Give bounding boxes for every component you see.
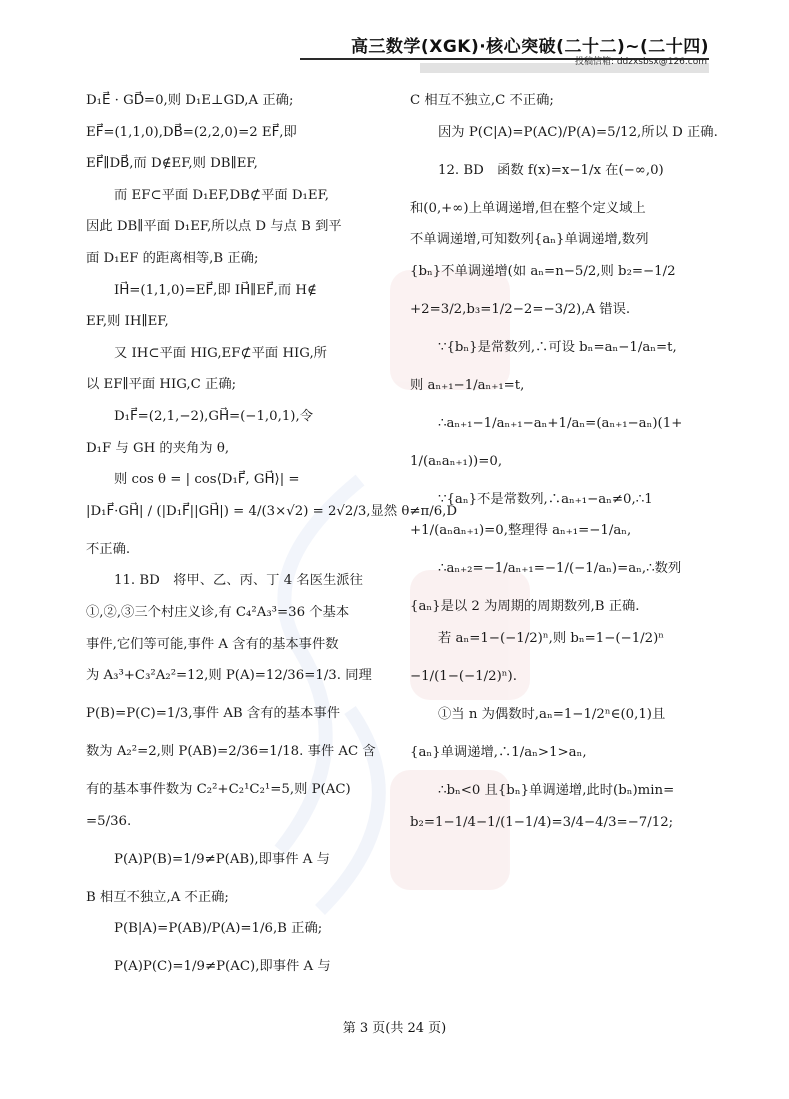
text-line: P(A)P(B)=1/9≠P(AB),即事件 A 与 bbox=[114, 851, 330, 867]
text-line: 11. BD 将甲、乙、丙、丁 4 名医生派往 bbox=[114, 573, 363, 589]
text-line: ∴aₙ₊₁−1/aₙ₊₁−aₙ+1/aₙ=(aₙ₊₁−aₙ)(1+ bbox=[438, 415, 683, 431]
text-line: 12. BD 函数 f(x)=x−1/x 在(−∞,0) bbox=[438, 162, 664, 178]
text-line: D₁F⃗=(2,1,−2),GH⃗=(−1,0,1),令 bbox=[114, 408, 313, 424]
text-line: ∴bₙ<0 且{bₙ}单调递增,此时(bₙ)min= bbox=[438, 782, 675, 798]
text-line: =5/36. bbox=[86, 813, 132, 829]
text-line: 若 aₙ=1−(−1/2)ⁿ,则 bₙ=1−(−1/2)ⁿ bbox=[438, 630, 665, 646]
text-line: 为 A₃³+C₃²A₂²=12,则 P(A)=12/36=1/3. 同理 bbox=[86, 668, 372, 684]
text-line: ∵{bₙ}是常数列,∴可设 bₙ=aₙ−1/aₙ=t, bbox=[438, 339, 677, 355]
text-line: P(A)P(C)=1/9≠P(AC),即事件 A 与 bbox=[114, 959, 331, 975]
text-line: IH⃗=(1,1,0)=EF⃗,即 IH⃗∥EF⃗,而 H∉ bbox=[114, 282, 317, 298]
text-line: 又 IH⊂平面 HIG,EF⊄平面 HIG,所 bbox=[114, 345, 327, 361]
text-line: +1/(aₙaₙ₊₁)=0,整理得 aₙ₊₁=−1/aₙ, bbox=[410, 523, 632, 539]
text-line: |D₁F⃗·GH⃗| / (|D₁F⃗||GH⃗|) = 4/(3×√2) = 2√2/3,显然 θ≠π/6,D bbox=[86, 503, 458, 519]
text-line: −1/(1−(−1/2)ⁿ). bbox=[410, 668, 517, 684]
text-line: 事件,它们等可能,事件 A 含有的基本事件数 bbox=[86, 636, 339, 652]
text-line: {aₙ}单调递增,∴1/aₙ>1>aₙ, bbox=[410, 744, 587, 760]
text-line: ①,②,③三个村庄义诊,有 C₄²A₃³=36 个基本 bbox=[86, 604, 350, 620]
text-line: 和(0,+∞)上单调递增,但在整个定义域上 bbox=[410, 200, 646, 216]
header-email: 投稿信箱: ddzxsbsx@126.com bbox=[574, 57, 707, 67]
text-line: ∵{aₙ}不是常数列,∴aₙ₊₁−aₙ≠0,∴1 bbox=[438, 491, 653, 507]
text-line: B 相互不独立,A 不正确; bbox=[86, 889, 229, 905]
text-line: P(B|A)=P(AB)/P(A)=1/6,B 正确; bbox=[114, 921, 323, 937]
text-line: 不正确. bbox=[86, 541, 131, 557]
text-line: ∴aₙ₊₂=−1/aₙ₊₁=−1/(−1/aₙ)=aₙ,∴数列 bbox=[438, 561, 682, 577]
header-title: 高三数学(XGK)·核心突破(二十二)~(二十四) bbox=[350, 37, 709, 57]
right-column bbox=[410, 92, 718, 845]
text-line: +2=3/2,b₃=1/2−2=−3/2),A 错误. bbox=[410, 301, 631, 317]
text-line: P(B)=P(C)=1/3,事件 AB 含有的基本事件 bbox=[86, 706, 340, 722]
text-line: 不单调递增,可知数列{aₙ}单调递增,数列 bbox=[410, 232, 649, 248]
text-line: 以 EF∥平面 HIG,C 正确; bbox=[86, 377, 237, 393]
text-line: EF,则 IH∥EF, bbox=[86, 314, 169, 330]
text-line: D₁E⃗ · GD⃗=0,则 D₁E⊥GD,A 正确; bbox=[86, 93, 294, 108]
text-line: b₂=1−1/4−1/(1−1/4)=3/4−4/3=−7/12; bbox=[410, 814, 674, 830]
text-line: ①当 n 为偶数时,aₙ=1−1/2ⁿ∈(0,1)且 bbox=[438, 706, 666, 722]
page-number: 第 3 页(共 24 页) bbox=[342, 1021, 447, 1036]
text-line: {aₙ}是以 2 为周期的周期数列,B 正确. bbox=[410, 599, 640, 615]
text-line: 则 cos θ = | cos⟨D₁F⃗, GH⃗⟩| = bbox=[114, 472, 300, 488]
text-line: 因为 P(C|A)=P(AC)/P(A)=5/12,所以 D 正确. bbox=[438, 124, 718, 140]
text-line: 1/(aₙaₙ₊₁))=0, bbox=[410, 453, 503, 469]
text-line: EF⃗=(1,1,0),DB⃗=(2,2,0)=2 EF⃗,即 bbox=[86, 124, 297, 140]
text-line: 因此 DB∥平面 D₁EF,所以点 D 与点 B 到平 bbox=[86, 219, 342, 235]
text-line: C 相互不独立,C 不正确; bbox=[410, 93, 554, 108]
text-line: 面 D₁EF 的距离相等,B 正确; bbox=[86, 250, 259, 266]
text-line: {bₙ}不单调递增(如 aₙ=n−5/2,则 b₂=−1/2 bbox=[410, 263, 676, 279]
text-line: 而 EF⊂平面 D₁EF,DB⊄平面 D₁EF, bbox=[114, 187, 329, 203]
text-line: 则 aₙ₊₁−1/aₙ₊₁=t, bbox=[410, 377, 525, 393]
text-line: EF⃗∥DB⃗,而 D∉EF,则 DB∥EF, bbox=[86, 156, 258, 172]
text-line: D₁F 与 GH 的夹角为 θ, bbox=[86, 440, 230, 456]
text-line: 有的基本事件数为 C₂²+C₂¹C₂¹=5,则 P(AC) bbox=[86, 782, 351, 798]
text-line: 数为 A₂²=2,则 P(AB)=2/36=1/18. 事件 AC 含 bbox=[86, 744, 376, 760]
